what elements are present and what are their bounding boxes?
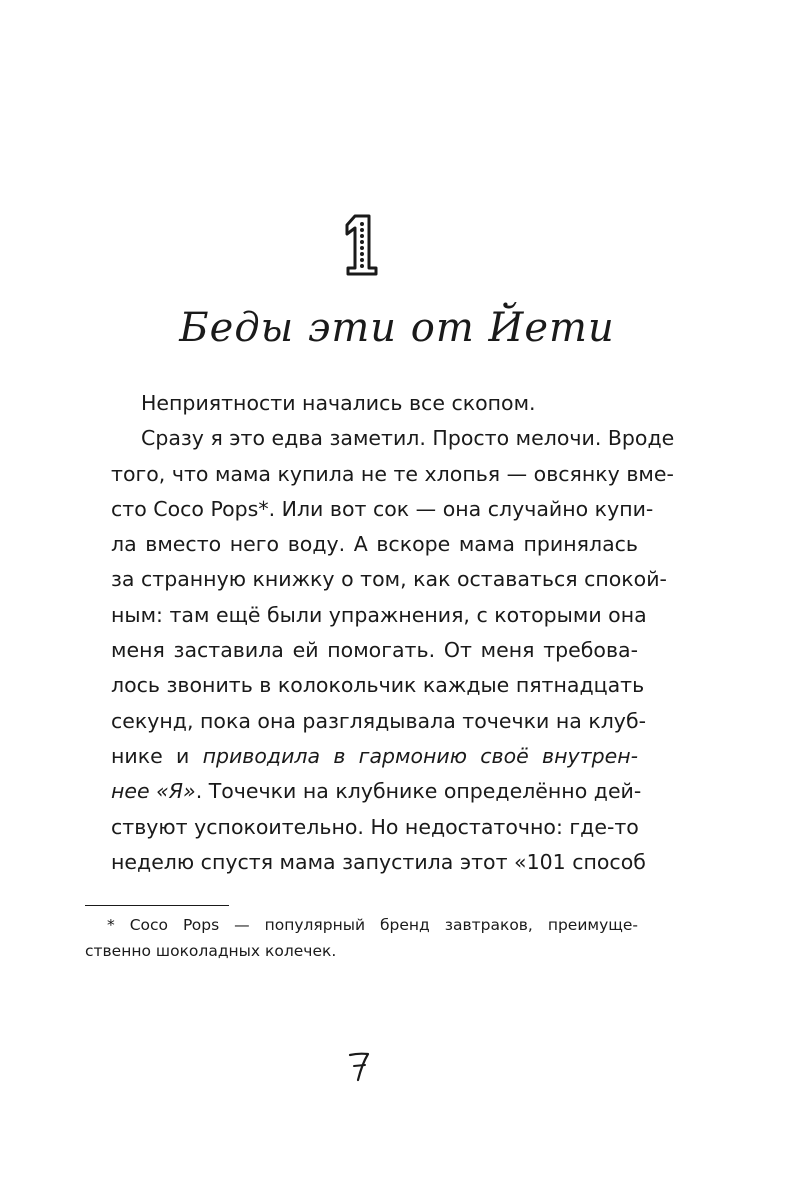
- text-line: меня заставила ей помогать. От меня требова-: [111, 638, 638, 663]
- page-number-glyph-icon: [347, 1050, 371, 1082]
- text-line: того, что мама купила не те хлопья — овсянку вме-: [111, 461, 674, 486]
- page-number: [347, 1050, 371, 1082]
- text-line: Сразу я это едва заметил. Просто мелочи. Вроде: [141, 426, 675, 451]
- footnote: [85, 912, 638, 964]
- text-line: Неприятности начались все скопом.: [141, 391, 536, 415]
- body-text: [111, 386, 675, 880]
- footnote-line: * Coco Pops — популярный бренд завтраков, преимуще-: [107, 916, 638, 934]
- text-plain: нике и: [111, 743, 203, 768]
- footnote-divider: [85, 905, 229, 906]
- footnote-line: ственно шоколадных колечек.: [85, 942, 337, 960]
- chapter-number: [343, 214, 379, 276]
- text-line: ствуют успокоительно. Но недостаточно: где-то: [111, 814, 639, 839]
- text-italic: приводила в гармонию своё внутрен-: [202, 743, 639, 768]
- text-line: ла вместо него воду. А вскоре мама принялась: [111, 532, 638, 557]
- chapter-title: Беды эти от Йети: [179, 305, 615, 351]
- chapter-number-glyph-icon: [343, 214, 379, 276]
- text-italic: нее «Я»: [111, 779, 196, 804]
- text-line: за странную книжку о том, как оставаться спокой-: [111, 567, 667, 592]
- text-plain: . Точечки на клубнике определённо дей-: [195, 779, 642, 804]
- text-line: секунд, пока она разглядывала точечки на клуб-: [111, 708, 646, 733]
- text-line: [111, 774, 642, 809]
- text-line: лось звонить в колокольчик каждые пятнадцать: [111, 673, 645, 698]
- text-line: [111, 739, 638, 774]
- text-line: ным: там ещё были упражнения, с которыми она: [111, 602, 647, 627]
- text-line: неделю спустя мама запустила этот «101 способ: [111, 849, 646, 874]
- text-line: сто Coco Pops*. Или вот сок — она случайно купи-: [111, 496, 654, 521]
